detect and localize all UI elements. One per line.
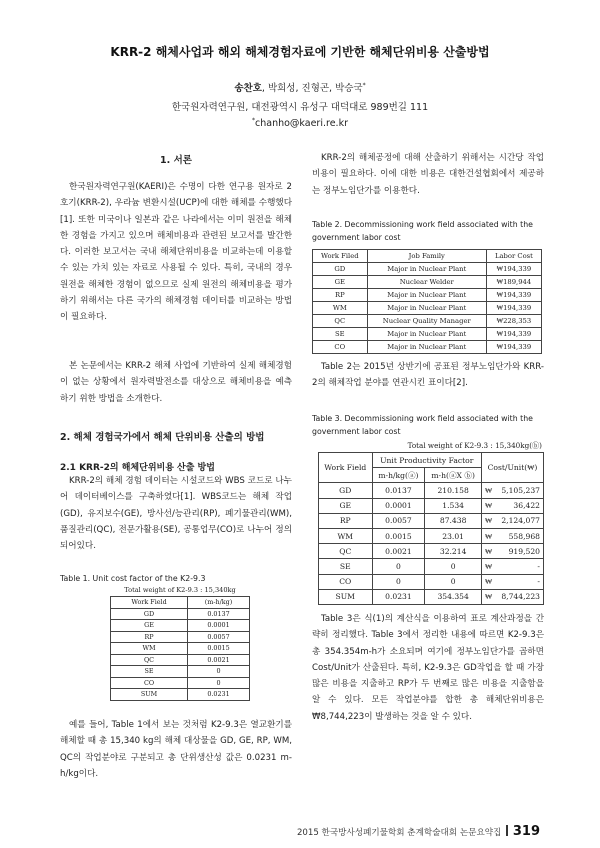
table-3: [318, 452, 544, 605]
table-cell: 0.0057: [372, 513, 425, 528]
table-cell: QC: [319, 544, 373, 559]
table-cell: 0: [372, 559, 425, 574]
table-row: [319, 513, 544, 528]
table-3-header-b: m-h(ⓐX ⓑ): [425, 468, 482, 483]
table-cell: 0.0231: [372, 589, 425, 604]
table-cell: 0: [188, 677, 250, 689]
section-2-heading: 2. 해체 경험국가에서 해체 단위비용 산출의 방법: [60, 432, 265, 443]
cost-value: 36,422: [513, 501, 540, 511]
currency-symbol: ₩: [484, 501, 493, 511]
affiliation: 한국원자력연구원, 대전광역시 유성구 대덕대로 989번길 111: [171, 102, 429, 113]
table-row: [111, 631, 250, 643]
table-cell: [481, 483, 543, 498]
table-cell: Major in Nuclear Plant: [367, 328, 486, 341]
corresponding-author: 송찬호: [234, 83, 262, 94]
table-row: [111, 620, 250, 632]
table-row: [313, 315, 542, 328]
table-row: [313, 276, 542, 289]
table-3-caption: Table 3. Decommissioning work field associated with the government labor cost: [312, 414, 533, 436]
table-cell: ₩189,944: [486, 276, 541, 289]
table-cell: ₩228,353: [486, 315, 541, 328]
table-cell: [481, 513, 543, 528]
table-cell: QC: [313, 315, 368, 328]
section-1-heading: 1. 서론: [160, 155, 192, 166]
coauthors: , 박희성, 진형곤, 박승국: [261, 83, 363, 94]
email: chanho@kaeri.re.kr: [255, 118, 348, 130]
currency-symbol: ₩: [484, 561, 493, 571]
currency-symbol: ₩: [484, 516, 493, 526]
table-cell: [481, 589, 543, 604]
cost-value: 5,105,237: [501, 485, 540, 495]
email-line: [0, 117, 600, 129]
table-cell: 0.0001: [372, 498, 425, 513]
footer-divider: [506, 825, 508, 836]
table-row: [313, 302, 542, 315]
right-paragraph-3: Table 3은 식(1)의 계산식을 이용하여 표로 계산과정을 간략히 정리했다. Table 3에서 정리한 내용에 따르면 K2-9.3은 총 354.354m-h가 소요되며 여기에 정부노임단가를 곱하면 Cost/Unit가 산출된다. 특히, K2-9.3은 GD작업을 할 때 가장 많은 비용을 지출하고 RP가 두 번째로 많은 비용을 지출함을 알 수 있다. 모든 작업분야를 합한 총 해체단위비용은 ₩8,744,223이 발생하는 것을 알 수 있다.: [312, 614, 544, 722]
table-cell: RP: [313, 289, 368, 302]
table-3-title: Total weight of K2-9.3 : 15,340kg(ⓑ): [407, 441, 542, 450]
table-row: [319, 574, 544, 589]
table-cell: 0: [425, 559, 482, 574]
table-row: [111, 677, 250, 689]
table-cell: [481, 559, 543, 574]
table-cell: 0.0015: [188, 643, 250, 655]
currency-symbol: ₩: [484, 592, 493, 602]
table-row: [319, 528, 544, 543]
section-2-1-heading: 2.1 KRR-2의 해체단위비용 산출 방법: [60, 463, 215, 473]
table-row: [319, 483, 544, 498]
table-1-caption: Table 1. Unit cost factor of the K2-9.3: [60, 574, 206, 583]
table-cell: ₩194,339: [486, 263, 541, 276]
table-cell: 32.214: [425, 544, 482, 559]
currency-symbol: ₩: [484, 546, 493, 556]
table-row: [313, 289, 542, 302]
currency-symbol: ₩: [484, 485, 493, 495]
table-1-header: Work Field: [111, 597, 188, 609]
table-cell: RP: [319, 513, 373, 528]
table-3-header-a: m-h/kg(ⓐ): [372, 468, 425, 483]
table-cell: CO: [313, 341, 368, 354]
table-cell: SUM: [111, 689, 188, 701]
table-row: [313, 328, 542, 341]
table-cell: 0: [425, 574, 482, 589]
table-cell: GE: [111, 620, 188, 632]
cost-value: 558,968: [508, 531, 540, 541]
table-cell: 0: [188, 666, 250, 678]
table-cell: ₩194,339: [486, 302, 541, 315]
table-cell: GD: [313, 263, 368, 276]
table-cell: RP: [111, 631, 188, 643]
table-cell: GD: [111, 608, 188, 620]
table-cell: 0.0137: [188, 608, 250, 620]
table-row: [319, 559, 544, 574]
table-cell: ₩194,339: [486, 328, 541, 341]
table-row: [313, 263, 542, 276]
cost-value: 2,124,077: [501, 516, 540, 526]
section-2-1-paragraph: KRR-2의 해체 경험 데이터는 시설코드와 WBS 코드로 나누어 데이터베이스를 구축하였다[1]. WBS코드는 해체 작업(GD), 유지보수(GE), 방사선/능관리(RP), 폐기물관리(WM), 품질관리(QC), 전문가활용(SE), 공통업무(CO)로 나누어 정의되어있다.: [60, 476, 292, 552]
table-2: [312, 249, 542, 354]
table-cell: ₩194,339: [486, 341, 541, 354]
table-row: [111, 654, 250, 666]
table-cell: 0.0001: [188, 620, 250, 632]
table-cell: 1.534: [425, 498, 482, 513]
table-row: [319, 498, 544, 513]
table-3-header-cost: Cost/Unit(₩): [481, 453, 543, 483]
right-paragraph-1: KRR-2의 해체공정에 대해 산출하기 위해서는 시간당 작업비용이 필요하다. 이에 대한 비용은 대한건설협회에서 제공하는 정부노임단가를 이용한다.: [312, 153, 544, 196]
table-cell: SE: [313, 328, 368, 341]
paper-title: KRR-2 해체사업과 해외 해체경험자료에 기반한 해체단위비용 산출방법: [110, 45, 490, 59]
table-3-header-work: Work Field: [319, 453, 373, 483]
table-cell: Nuclear Welder: [367, 276, 486, 289]
table-cell: CO: [319, 574, 373, 589]
table-cell: Nuclear Quality Manager: [367, 315, 486, 328]
right-paragraph-2: Table 2는 2015년 상반기에 공표된 정부노임단가와 KRR-2의 해체작업 분야를 연관시킨 표이다[2].: [312, 362, 544, 389]
table-row: [111, 608, 250, 620]
table-cell: 0.0231: [188, 689, 250, 701]
page-footer: [0, 824, 540, 839]
table-cell: 23.01: [425, 528, 482, 543]
table-cell: GD: [319, 483, 373, 498]
table-row: [111, 666, 250, 678]
table-1: [110, 596, 250, 701]
table-cell: Major in Nuclear Plant: [367, 289, 486, 302]
table-cell: 210.158: [425, 483, 482, 498]
table-row: [111, 689, 250, 701]
table-cell: GE: [313, 276, 368, 289]
table-2-header: Job Family: [367, 250, 486, 263]
table-cell: WM: [313, 302, 368, 315]
cost-value: 919,520: [508, 546, 540, 556]
table-cell: QC: [111, 654, 188, 666]
cost-value: -: [537, 561, 540, 571]
table-1-header: (m-h/kg): [188, 597, 250, 609]
table-row: [319, 589, 544, 604]
table-cell: SE: [111, 666, 188, 678]
table-1-title: Total weight of K2-9.3 : 15,340kg: [124, 586, 236, 594]
table-cell: [481, 528, 543, 543]
section-2-1-paragraph-2: 예를 들어, Table 1에서 보는 것처럼 K2-9.3은 열교환기를 해체할 때 총 15,340 kg의 해체 대상물을 GD, GE, RP, WM, QC의 작업분야로 구분되고 총 단위생산성 값은 0.0231 m-h/kg이다.: [60, 720, 292, 779]
author-list: [0, 80, 600, 94]
intro-paragraph-1: 한국원자력연구원(KAERI)은 수명이 다한 연구용 원자로 2호기(KRR-2), 우라늄 변환시설(UCP)에 대한 해체를 수행했다[1]. 또한 미국이나 일본과 같은 나라에서는 이미 원전을 해체한 경험을 가지고 있으며 해체비용과 관련된 보고서를 발간한다. 이러한 보고서는 국내 해체단위비용을 비교하는데 이용할 수 있는 가치 있는 자료로 사용될 수 있다. 특히, 국내의 경우 원전을 해체한 경험이 없으므로 실제 원전의 해체비용을 평가하기 위해서는 다른 국가의 해체경험 데이터를 비교하는 방법이 필요하다.: [60, 182, 292, 323]
table-cell: 0.0057: [188, 631, 250, 643]
intro-paragraph-2: 본 논문에서는 KRR-2 해체 사업에 기반하여 실제 해체경험이 없는 상황에서 원자력발전소를 대상으로 해체비용을 예측하기 위한 방법을 소개한다.: [60, 361, 292, 404]
table-cell: CO: [111, 677, 188, 689]
table-cell: WM: [319, 528, 373, 543]
table-cell: WM: [111, 643, 188, 655]
table-cell: Major in Nuclear Plant: [367, 341, 486, 354]
table-cell: Major in Nuclear Plant: [367, 302, 486, 315]
table-3-header-unit: Unit Productivity Factor: [372, 453, 481, 468]
cost-value: -: [537, 577, 540, 587]
table-cell: 87.438: [425, 513, 482, 528]
table-cell: 0.0137: [372, 483, 425, 498]
email-mark: *: [252, 117, 256, 124]
table-2-header: Work Filed: [313, 250, 368, 263]
table-cell: 0: [372, 574, 425, 589]
table-cell: 0.0021: [188, 654, 250, 666]
table-2-caption: Table 2. Decommissioning work field associated with the government labor cost: [312, 220, 533, 242]
table-cell: [481, 574, 543, 589]
footer-text: 2015 한국방사성폐기물학회 춘계학술대회 논문요약집: [296, 828, 502, 838]
author-mark: *: [362, 81, 366, 89]
table-cell: 354.354: [425, 589, 482, 604]
table-cell: Major in Nuclear Plant: [367, 263, 486, 276]
table-row: [319, 544, 544, 559]
cost-value: 8,744,223: [501, 592, 540, 602]
currency-symbol: ₩: [484, 531, 493, 541]
table-cell: [481, 498, 543, 513]
table-cell: 0.0015: [372, 528, 425, 543]
table-2-header: Labor Cost: [486, 250, 541, 263]
table-cell: 0.0021: [372, 544, 425, 559]
table-row: [313, 341, 542, 354]
table-cell: GE: [319, 498, 373, 513]
table-row: [111, 643, 250, 655]
table-cell: SUM: [319, 589, 373, 604]
table-cell: ₩194,339: [486, 289, 541, 302]
currency-symbol: ₩: [484, 577, 493, 587]
table-cell: [481, 544, 543, 559]
table-cell: SE: [319, 559, 373, 574]
page-number: 319: [512, 824, 540, 839]
